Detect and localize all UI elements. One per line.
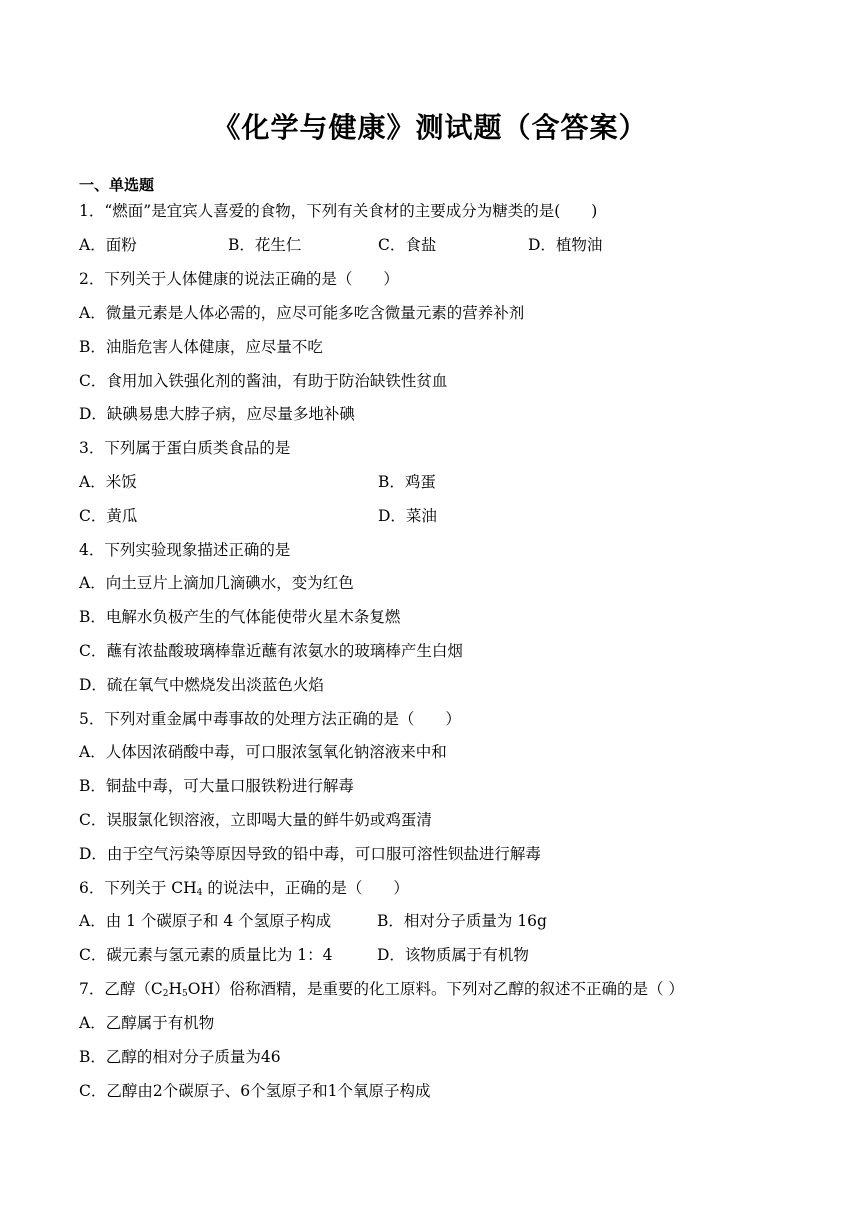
question-4-option-b: B．电解水负极产生的气体能使带火星木条复燃 — [79, 608, 401, 626]
question-3-option-c: C．黄瓜 — [79, 507, 138, 525]
question-1-stem: 1．“燃面”是宜宾人喜爱的食物，下列有关食材的主要成分为糖类的是( ) — [79, 202, 598, 220]
question-7-stem-mid: H — [168, 980, 182, 998]
question-6-subscript: 4 — [196, 888, 203, 898]
question-6-stem — [79, 878, 409, 903]
question-6-option-b: B．相对分子质量为 16g — [377, 912, 547, 930]
question-7-stem-end: OH）俗称酒精，是重要的化工原料。下列对乙醇的叙述不正确的是（ ） — [187, 980, 684, 998]
question-7-subscript-1: 2 — [162, 989, 169, 999]
question-3-option-a: A．米饭 — [79, 473, 137, 491]
question-4-stem: 4．下列实验现象描述正确的是 — [79, 541, 291, 559]
question-5-stem: 5．下列对重金属中毒事故的处理方法正确的是（ ） — [79, 710, 461, 728]
question-6-option-a: A．由 1 个碳原子和 4 个氢原子构成 — [79, 912, 332, 930]
question-2-option-d: D．缺碘易患大脖子病，应尽量多地补碘 — [79, 405, 355, 423]
question-6-option-c: C．碳元素与氢元素的质量比为 1：4 — [79, 946, 333, 964]
question-7-option-a: A．乙醇属于有机物 — [79, 1014, 215, 1032]
question-5-option-d: D．由于空气污染等原因导致的铅中毒，可口服可溶性钡盐进行解毒 — [79, 845, 541, 863]
section-heading: 一、单选题 — [79, 176, 155, 194]
question-2-option-b: B．油脂危害人体健康，应尽量不吃 — [79, 338, 323, 356]
question-7-subscript-2: 5 — [182, 989, 188, 999]
question-7-option-b: B．乙醇的相对分子质量为46 — [79, 1048, 281, 1066]
question-5-option-c: C．误服氯化钡溶液，立即喝大量的鲜牛奶或鸡蛋清 — [79, 811, 432, 829]
question-5-option-b: B．铜盐中毒，可大量口服铁粉进行解毒 — [79, 777, 354, 795]
question-3-option-d: D．菜油 — [378, 507, 437, 525]
question-4-option-c: C．蘸有浓盐酸玻璃棒靠近蘸有浓氨水的玻璃棒产生白烟 — [79, 642, 463, 660]
question-3-option-b: B．鸡蛋 — [378, 473, 436, 491]
question-2-option-c: C．食用加入铁强化剂的酱油，有助于防治缺铁性贫血 — [79, 372, 448, 390]
question-1-option-b: B．花生仁 — [228, 236, 302, 254]
question-2-stem: 2．下列关于人体健康的说法正确的是（ ） — [79, 270, 399, 288]
question-1-option-d: D．植物油 — [528, 236, 603, 254]
question-6-stem-end: 的说法中，正确的是（ ） — [202, 879, 409, 897]
question-3-stem: 3．下列属于蛋白质类食品的是 — [79, 439, 291, 457]
question-7-option-c: C．乙醇由2个碳原子、6个氢原子和1个氧原子构成 — [79, 1082, 431, 1100]
question-6-option-d: D．该物质属于有机物 — [377, 946, 529, 964]
question-1-option-c: C．食盐 — [378, 236, 437, 254]
question-4-option-a: A．向土豆片上滴加几滴碘水，变为红色 — [79, 574, 354, 592]
question-7-stem — [79, 979, 684, 1004]
question-2-option-a: A．微量元素是人体必需的，应尽可能多吃含微量元素的营养补剂 — [79, 304, 525, 322]
document-title: 《化学与健康》测试题（含答案） — [212, 111, 648, 144]
question-7-stem-start: 7．乙醇（C — [79, 980, 163, 998]
question-6-stem-start: 6．下列关于 CH — [79, 879, 197, 897]
question-4-option-d: D．硫在氧气中燃烧发出淡蓝色火焰 — [79, 676, 324, 694]
question-5-option-a: A．人体因浓硝酸中毒，可口服浓氢氧化钠溶液来中和 — [79, 743, 447, 761]
question-1-option-a: A．面粉 — [79, 236, 137, 254]
